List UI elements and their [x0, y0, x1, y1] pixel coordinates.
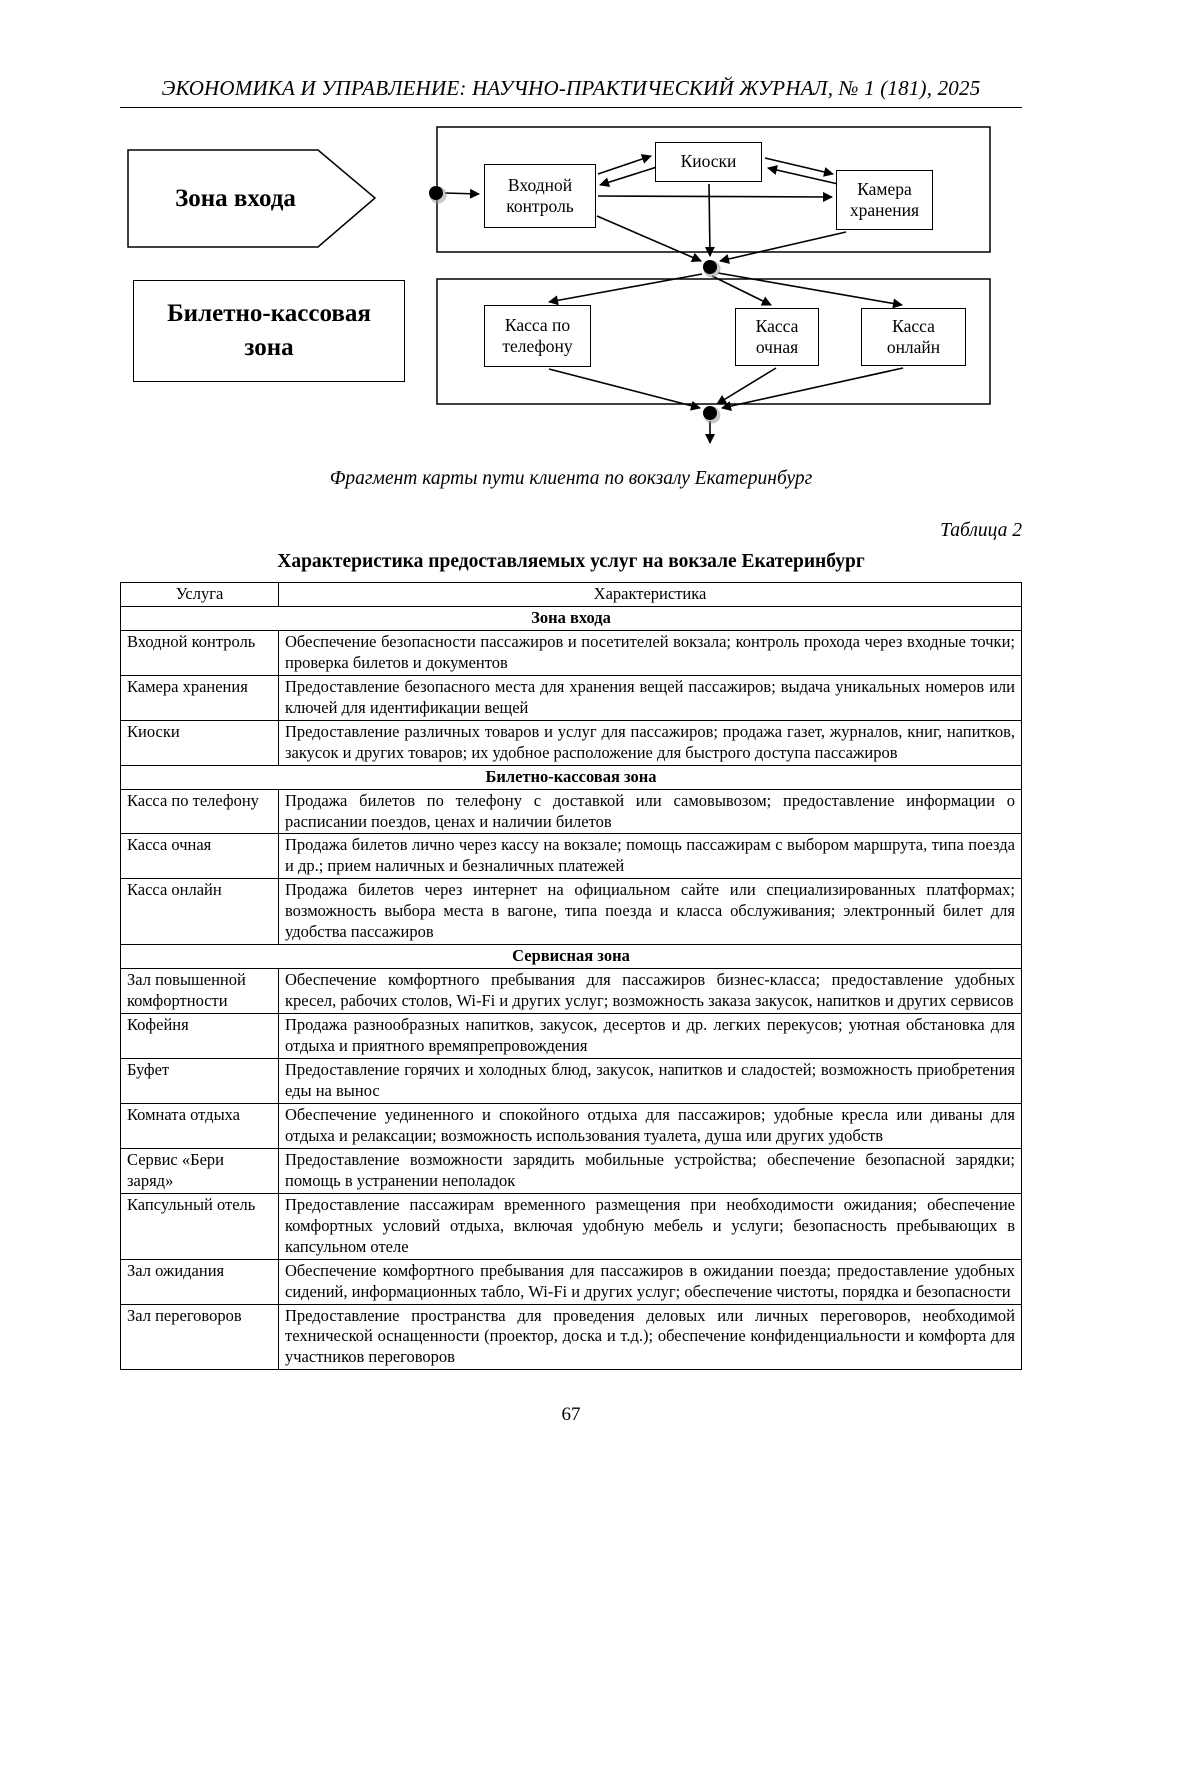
description-cell: Обеспечение комфортного пребывания для пассажиров в ожидании поезда; предоставление удобных сидений, информационных табло, Wi-Fi и других услуг; обеспечение чистоты, порядка и безопасности	[279, 1259, 1022, 1304]
service-cell: Зал переговоров	[121, 1304, 279, 1370]
connector-dot-2	[703, 260, 717, 274]
figure-caption: Фрагмент карты пути клиента по вокзалу Екатеринбург	[329, 468, 813, 489]
table-header-row	[121, 583, 1022, 607]
node-luggage-label: Камера хранения	[849, 178, 920, 220]
node-luggage	[836, 170, 933, 230]
table-row	[121, 675, 1022, 720]
table-label: Таблица 2	[940, 520, 1022, 541]
table-row	[121, 630, 1022, 675]
node-kiosks-label: Киоски	[680, 151, 737, 172]
section-title: Зона входа	[121, 606, 1022, 630]
description-cell: Продажа билетов лично через кассу на вокзале; помощь пассажирам с выбором маршрута, типа поезда и др.; прием наличных и безналичных платежей	[279, 834, 1022, 879]
table-row	[121, 969, 1022, 1014]
description-cell: Продажа разнообразных напитков, закусок, десертов и др. легких перекусов; уютная обстановка для отдыха и приятного времяпрепровождения	[279, 1014, 1022, 1059]
connector-dot-3	[703, 406, 717, 420]
service-cell: Кофейня	[121, 1014, 279, 1059]
zone-ticket-box	[133, 280, 405, 382]
node-cash-inperson	[735, 308, 819, 366]
zone-ticket-text: Билетно-кассовая зона	[167, 300, 371, 361]
column-header-description: Характеристика	[279, 583, 1022, 607]
description-cell: Обеспечение комфортного пребывания для пассажиров бизнес-класса; предоставление удобных кресел, рабочих столов, Wi-Fi и других услуг; возможность заказа закусок, напитков и других сервисов	[279, 969, 1022, 1014]
section-row-service	[121, 945, 1022, 969]
service-cell: Зал повышенной комфортности	[121, 969, 279, 1014]
customer-journey-diagram	[0, 122, 1200, 454]
section-row-entry	[121, 606, 1022, 630]
service-cell: Камера хранения	[121, 675, 279, 720]
service-cell: Входной контроль	[121, 630, 279, 675]
header-divider	[120, 107, 1022, 108]
zone-entry-label	[128, 150, 343, 247]
service-cell: Буфет	[121, 1059, 279, 1104]
description-cell: Предоставление горячих и холодных блюд, закусок, напитков и сладостей; возможность приобретения еды на вынос	[279, 1059, 1022, 1104]
zone-entry-text: Зона входа	[175, 184, 296, 212]
table-row	[121, 1259, 1022, 1304]
description-cell: Предоставление пространства для проведения деловых или личных переговоров, необходимой технической оснащенности (проектор, доска и т.д.); обеспечение конфиденциальности и комфорта для участников переговоров	[279, 1304, 1022, 1370]
table-row	[121, 1148, 1022, 1193]
table-row	[121, 1103, 1022, 1148]
node-entry-control-label: Входной контроль	[506, 174, 574, 216]
column-header-service: Услуга	[121, 583, 279, 607]
service-cell: Комната отдыха	[121, 1103, 279, 1148]
connector-dot-1	[429, 186, 443, 200]
description-cell: Предоставление пассажирам временного размещения при необходимости ожидания; обеспечение комфортных условий отдыха, включая удобную мебель и услуги; безопасность пребывающих в капсульном отеле	[279, 1193, 1022, 1259]
service-cell: Касса онлайн	[121, 879, 279, 945]
section-row-ticket	[121, 765, 1022, 789]
node-cash-inperson-label: Касса очная	[755, 315, 799, 357]
service-cell: Сервис «Бери заряд»	[121, 1148, 279, 1193]
description-cell: Обеспечение безопасности пассажиров и посетителей вокзала; контроль прохода через входные точки; проверка билетов и документов	[279, 630, 1022, 675]
section-title: Сервисная зона	[121, 945, 1022, 969]
table-row	[121, 834, 1022, 879]
table-row	[121, 1193, 1022, 1259]
node-entry-control	[484, 164, 596, 228]
node-cash-online	[861, 308, 966, 366]
journal-page	[0, 76, 1200, 1426]
services-table	[120, 582, 1022, 1370]
service-cell: Киоски	[121, 720, 279, 765]
node-cash-phone-label: Касса по телефону	[502, 314, 573, 356]
node-cash-online-label: Касса онлайн	[886, 315, 941, 357]
section-title: Билетно-кассовая зона	[121, 765, 1022, 789]
table-row	[121, 1304, 1022, 1370]
table-row	[121, 879, 1022, 945]
table-row	[121, 1059, 1022, 1104]
table-row	[121, 789, 1022, 834]
page-number: 67	[561, 1404, 581, 1426]
description-cell: Продажа билетов по телефону с доставкой или самовывозом; предоставление информации о расписании поездов, ценах и наличии билетов	[279, 789, 1022, 834]
running-head: ЭКОНОМИКА И УПРАВЛЕНИЕ: НАУЧНО-ПРАКТИЧЕСКИЙ ЖУРНАЛ, № 1 (181), 2025	[161, 76, 981, 100]
node-kiosks	[655, 142, 762, 182]
table-title: Характеристика предоставляемых услуг на вокзале Екатеринбург	[277, 551, 865, 572]
description-cell: Обеспечение уединенного и спокойного отдыха для пассажиров; удобные кресла или диваны для отдыха и релаксации; возможность использования туалета, душа или других удобств	[279, 1103, 1022, 1148]
service-cell: Капсульный отель	[121, 1193, 279, 1259]
table-row	[121, 1014, 1022, 1059]
description-cell: Предоставление безопасного места для хранения вещей пассажиров; выдача уникальных номеров или ключей для идентификации вещей	[279, 675, 1022, 720]
service-cell: Зал ожидания	[121, 1259, 279, 1304]
service-cell: Касса по телефону	[121, 789, 279, 834]
description-cell: Предоставление различных товаров и услуг для пассажиров; продажа газет, журналов, книг, напитков, закусок и других товаров; их удобное расположение для быстрого доступа пассажиров	[279, 720, 1022, 765]
service-cell: Касса очная	[121, 834, 279, 879]
description-cell: Предоставление возможности зарядить мобильные устройства; обеспечение безопасной зарядки; помощь в устранении неполадок	[279, 1148, 1022, 1193]
table-row	[121, 720, 1022, 765]
node-cash-phone	[484, 305, 591, 367]
description-cell: Продажа билетов через интернет на официальном сайте или специализированных платформах; возможность выбора места в вагоне, типа поезда и класса обслуживания; электронный билет для удобства пассажиров	[279, 879, 1022, 945]
